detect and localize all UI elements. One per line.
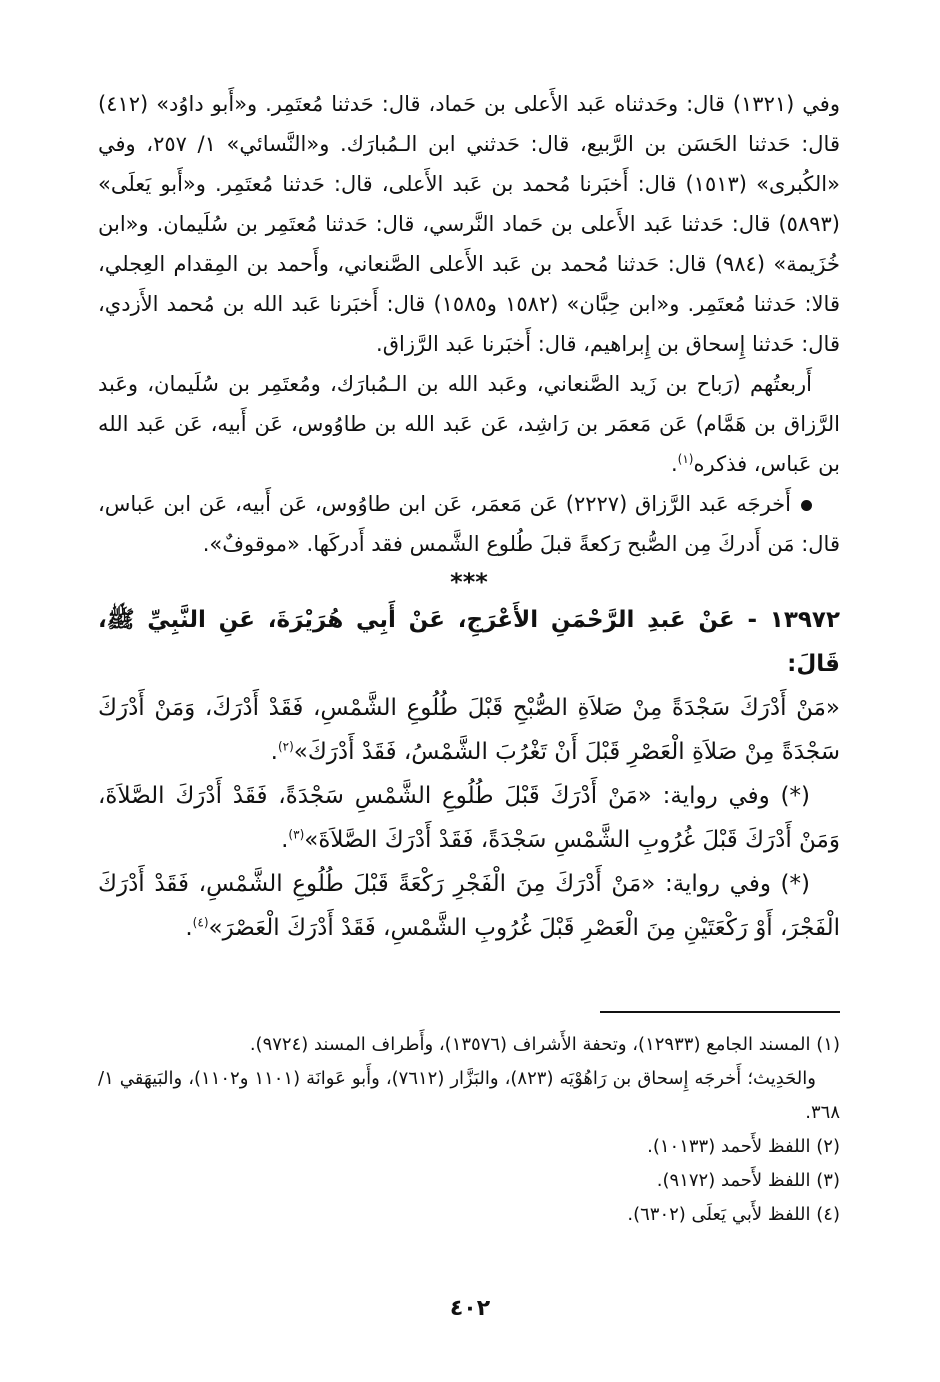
footnote-ref-4: (٤) [192, 915, 209, 930]
paragraph-narrators-text: أَربعتُهم (رَباح بن زَيد الصَّنعاني، وعَبد الله بن الـمُبارَك، ومُعتَمِر بن سُلَيمان، وعَبد الرَّزاق بن هَمَّام) عَن مَعمَر بن رَاشِد، عَن عَبد الله بن طاوُوس، عَن أَبيه، عَن عَبد الله بن عَباس، فذكره [98, 372, 840, 476]
paragraph-sources-text: وفي (١٣٢١) قال: وحَدثناه عَبد الأَعلى بن حَماد، قال: حَدثنا مُعتَمِر. و«أَبو داوُد» (٤١٢) قال: حَدثنا الحَسَن بن الرَّبيع، قال: حَدثني ابن الـمُبارَك. و«النَّسائي» ١/ ٢٥٧، وفي «الكُبرى» (١٥١٣) قال: أَخبَرنا مُحمد بن عَبد الأَعلى، قال: حَدثنا مُعتَمِر. و«أَبو يَعلَى» (٥٨٩٣) قال: حَدثنا عَبد الأَعلى بن حَماد النَّرسي، قال: حَدثنا مُعتَمِر بن سُلَيمان. و«ابن خُزَيمة» (٩٨٤) قال: حَدثنا مُحمد بن عَبد الأَعلى الصَّنعاني، وأَحمد بن المِقدام العِجلي، قالا: حَدثنا مُعتَمِر. و«ابن حِبَّان» (١٥٨٢ و١٥٨٥) قال: أَخبَرنا عَبد الله بن مُحمد الأَزدي، قال: حَدثنا إِسحاق بن إِبراهيم، قال: أَخبَرنا عَبد الرَّزاق. [98, 92, 841, 356]
riwaya-1-text: (*) وفي رواية: «مَنْ أَدْرَكَ قَبْلَ طُلُوعِ الشَّمْسِ سَجْدَةً، فَقَدْ أَدْرَكَ الصَّلاَةَ، وَمَنْ أَدْرَكَ قَبْلَ غُرُوبِ الشَّمْسِ سَجْدَةً، فَقَدْ أَدْرَكَ الصَّلاَةَ» [98, 783, 840, 853]
paragraph-sources [98, 84, 840, 364]
footnote-ref-1: (١) [677, 452, 694, 466]
paragraph-mawquf [98, 484, 840, 564]
footnote-ref-2: (٢) [277, 739, 294, 754]
hadith-intro: - عَنْ عَبدِ الرَّحْمَنِ الأَعْرَجِ، عَنْ أَبِي هُرَيْرَةَ، عَنِ النَّبِيِّ ﷺ، قَالَ: [98, 607, 840, 677]
footnote-1-continued: والحَدِيث؛ أَخرجَه إِسحاق بن رَاهُوْيَه (٨٢٣)، والبَزَّار (٧٦١٢)، وأَبو عَوانَة (١١٠١ و١١٠٢)، والبَيهَقي ١/ ٣٦٨. [98, 1068, 840, 1123]
footnote-2: (٢) اللفظ لأَحمد (١٠١٣٣). [647, 1136, 840, 1157]
bullet-icon [801, 500, 812, 511]
hadith-number: ١٣٩٧٢ [769, 607, 840, 633]
hadith-matn: «مَنْ أَدْرَكَ سَجْدَةً مِنْ صَلاَةِ الصُّبْحِ قَبْلَ طُلُوعِ الشَّمْسِ، فَقَدْ أَدْرَكَ، وَمَنْ أَدْرَكَ سَجْدَةً مِنْ صَلاَةِ الْعَصْرِ قَبْلَ أَنْ تَغْرُبَ الشَّمْسُ، فَقَدْ أَدْرَكَ» [98, 695, 840, 765]
riwaya-2-text: (*) وفي رواية: «مَنْ أَدْرَكَ مِنَ الْفَجْرِ رَكْعَةً قَبْلَ طُلُوعِ الشَّمْسِ، فَقَدْ أَدْرَكَ الْفَجْرَ، أَوْ رَكْعَتَيْنِ مِنَ الْعَصْرِ قَبْلَ غُرُوبِ الشَّمْسِ، فَقَدْ أَدْرَكَ الْعَصْرَ» [98, 871, 840, 941]
footnotes [98, 1028, 840, 1232]
main-text [98, 84, 840, 950]
section-separator: *** [450, 568, 488, 596]
page-number: ٤٠٢ [449, 1296, 491, 1321]
footnote-1: (١) المسند الجامع (١٢٩٣٣)، وتحفة الأَشراف (١٣٥٧٦)، وأَطراف المسند (٩٧٢٤). [249, 1034, 840, 1055]
paragraph-narrators: أَربعتُهم (رَباح بن زَيد الصَّنعاني، وعَبد الله بن الـمُبارَك، ومُعتَمِر بن سُلَيمان، وعَبد الرَّزاق بن هَمَّام) عَن مَعمَر بن رَاشِد، عَن عَبد الله بن طاوُوس، عَن أَبيه، عَن عَبد الله بن عَباس، فذكره$^{(١)}$. [98, 372, 840, 476]
footnote-divider [600, 1011, 840, 1013]
footnote-4: (٤) اللفظ لأَبي يَعلَى (٦٣٠٢). [627, 1204, 840, 1225]
hadith-heading [98, 598, 840, 686]
hadith-text: «مَنْ أَدْرَكَ سَجْدَةً مِنْ صَلاَةِ الصُّبْحِ قَبْلَ طُلُوعِ الشَّمْسِ، فَقَدْ أَدْرَكَ، وَمَنْ أَدْرَكَ سَجْدَةً مِنْ صَلاَةِ الْعَصْرِ قَبْلَ أَنْ تَغْرُبَ الشَّمْسُ، فَقَدْ أَدْرَكَ»$^{(٢)}$. [98, 695, 840, 765]
paragraph-mawquf-text: أَخرجَه عَبد الرَّزاق (٢٢٢٧) عَن مَعمَر، عَن ابن طاوُوس، عَن أَبيه، عَن ابن عَباس، قال: مَن أَدركَ مِن الصُّبح رَكعةً قبلَ طُلوع الشَّمس فقد أَدركَها. «موقوفٌ». [98, 492, 840, 556]
footnote-ref-3: (٣) [288, 827, 305, 842]
riwaya-2: (*) وفي رواية: «مَنْ أَدْرَكَ مِنَ الْفَجْرِ رَكْعَةً قَبْلَ طُلُوعِ الشَّمْسِ، فَقَدْ أَدْرَكَ الْفَجْرَ، أَوْ رَكْعَتَيْنِ مِنَ الْعَصْرِ قَبْلَ غُرُوبِ الشَّمْسِ، فَقَدْ أَدْرَكَ الْعَصْرَ»$^{(٤)}$. [98, 871, 840, 941]
footnote-3: (٣) اللفظ لأَحمد (٩١٧٢). [656, 1170, 840, 1191]
riwaya-1: (*) وفي رواية: «مَنْ أَدْرَكَ قَبْلَ طُلُوعِ الشَّمْسِ سَجْدَةً، فَقَدْ أَدْرَكَ الصَّلاَةَ، وَمَنْ أَدْرَكَ قَبْلَ غُرُوبِ الشَّمْسِ سَجْدَةً، فَقَدْ أَدْرَكَ الصَّلاَةَ»$^{(٣)}$. [98, 783, 840, 853]
